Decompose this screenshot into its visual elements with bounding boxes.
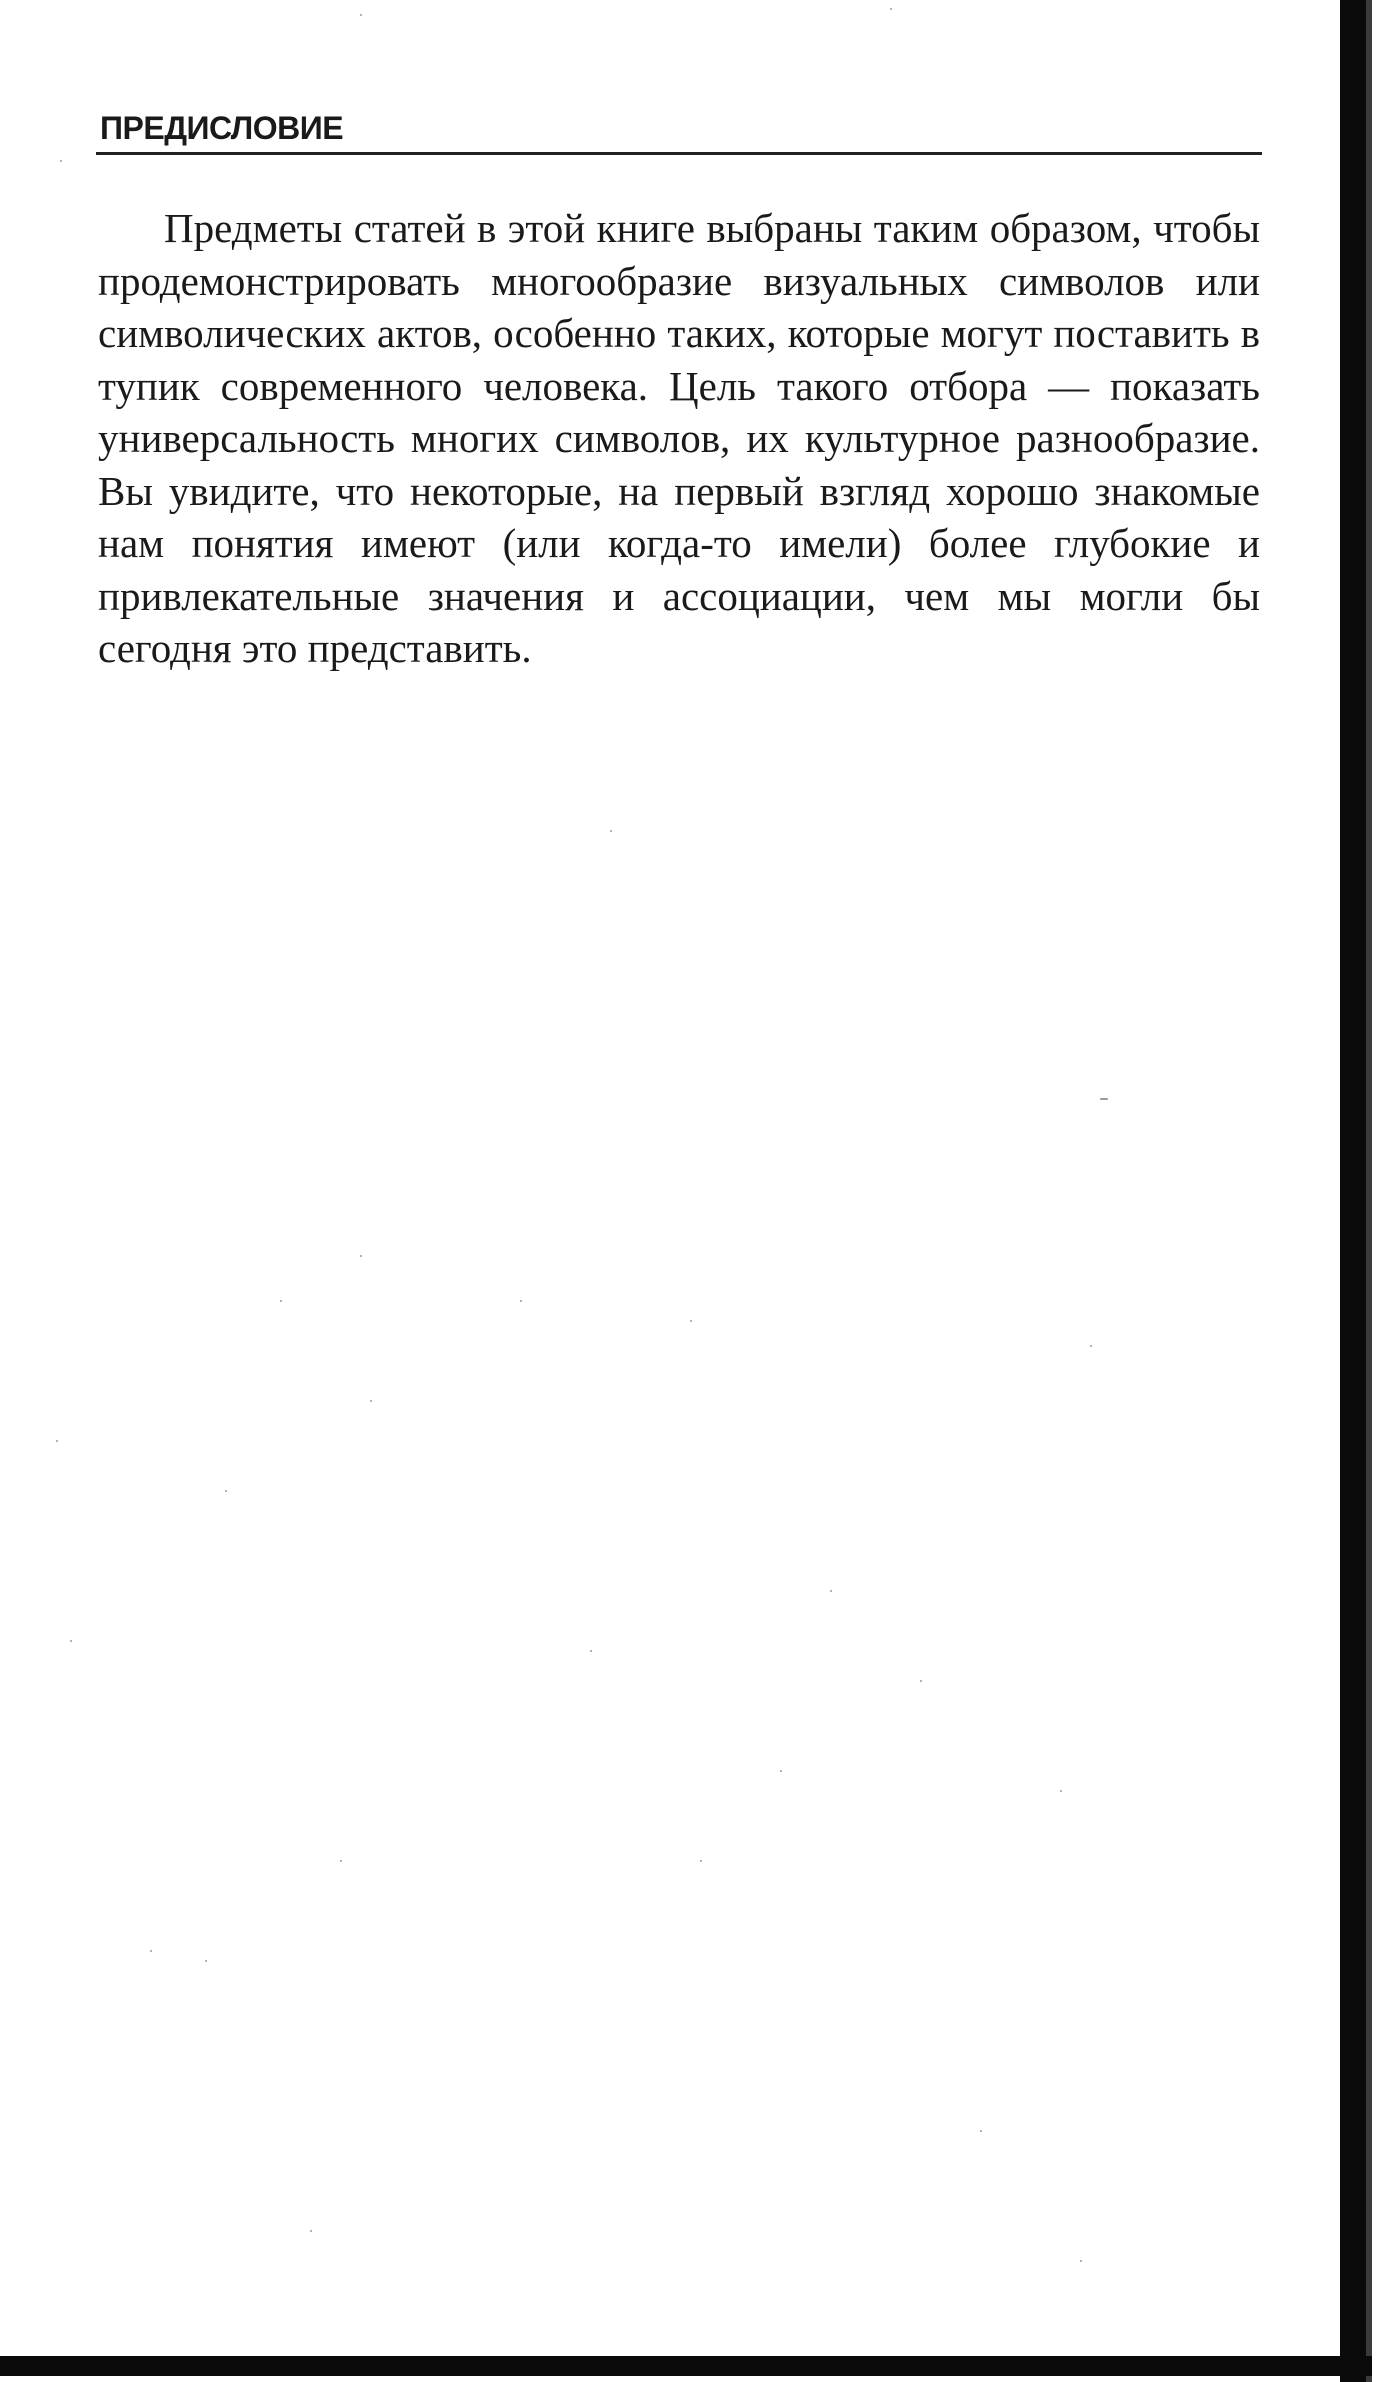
body-paragraph: Предметы статей в этой книге выбраны таким образом, чтобы продемонстрировать многообразие визуальных символов или символических актов, особенно таких, которые могут поставить в тупик современного человека. Цель такого отбора — показать универсальность многих символов, их культурное разнообразие. Вы увидите, что некоторые, на первый взгляд хорошо знакомые нам понятия имеют (или когда-то имели) более глубокие и привлекательные значения и ассоциации, чем мы могли бы сегодня это представить. — [98, 205, 1260, 671]
scan-edge-right-shadow — [1366, 0, 1372, 2382]
scan-edge-right — [1340, 0, 1366, 2382]
scan-edge-bottom — [0, 2356, 1372, 2376]
running-head: ПРЕДИСЛОВИЕ — [100, 110, 344, 146]
header-rule — [96, 152, 1262, 155]
